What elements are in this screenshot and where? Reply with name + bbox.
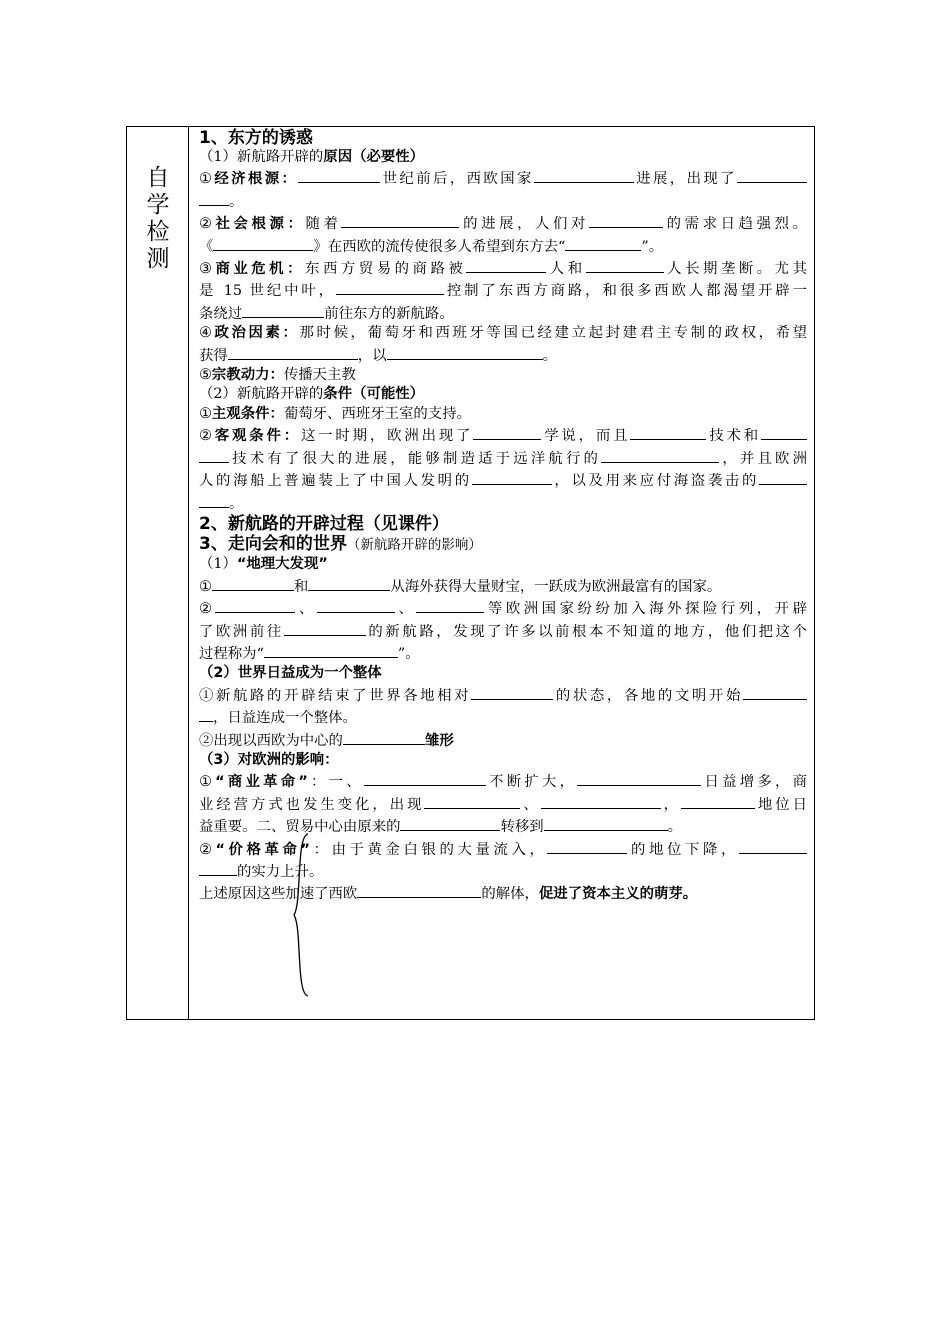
europe-line-3: 益重要。二、贸易中心由原来的 转移到 。	[199, 815, 807, 837]
geo-line-3: 了欧洲前往 的新航路，发现了许多以前根本不知道的地方，他们把这个	[199, 620, 807, 642]
geo-line-4: 过程称为“ ”。	[199, 642, 807, 664]
blank-field[interactable]	[565, 235, 641, 251]
blank-field[interactable]	[215, 597, 295, 613]
blank-field[interactable]	[343, 729, 425, 745]
blank-field[interactable]	[471, 684, 553, 700]
social-line-1: ②社会根源：随着 的进展，人们对 的需求日趋强烈。	[199, 212, 807, 234]
blank-field[interactable]	[341, 212, 459, 228]
geo-line-1: ① 和 从海外获得大量财宝，一跃成为欧洲最富有的国家。	[199, 575, 807, 597]
geo-discovery-heading: （1）“地理大发现”	[199, 556, 328, 573]
blank-field[interactable]	[416, 597, 484, 613]
blank-field[interactable]	[228, 344, 358, 360]
side-column	[127, 127, 189, 1019]
commerce-line-3: 条绕过 前往东方的新航路。	[199, 302, 807, 324]
blank-field[interactable]	[424, 793, 520, 809]
blank-field[interactable]	[242, 302, 324, 318]
blank-field[interactable]	[466, 257, 546, 273]
blank-field[interactable]	[357, 882, 481, 898]
whole-line-3: ②出现以西欧为中心的 雏形	[199, 729, 807, 751]
objective-line-1: ②客观条件：这一时期，欧洲出现了 学说，而且 技术和	[199, 424, 807, 446]
blank-field[interactable]	[630, 424, 706, 440]
section-2-title: 2、新航路的开辟过程（见课件）	[199, 513, 449, 534]
blank-field[interactable]	[547, 838, 627, 854]
blank-field[interactable]	[308, 575, 390, 591]
blank-field[interactable]	[298, 167, 380, 183]
geo-line-2: ② 、 、 等欧洲国家纷纷加入海外探险行列，开辟	[199, 597, 807, 619]
whole-world-heading: （2）世界日益成为一个整体	[199, 665, 382, 682]
worksheet-content	[199, 128, 807, 905]
objective-line-3: 人的海船上普遍装上了中国人发明的 ，以及用来应付海盗袭击的	[199, 469, 807, 491]
whole-line-1: ①新航路的开辟结束了世界各地相对 的状态，各地的文明开始	[199, 684, 807, 706]
blank-field[interactable]	[199, 492, 229, 508]
blank-field[interactable]	[473, 424, 541, 440]
europe-line-1: ①“商业革命”：一、 不断扩大， 日益增多，商	[199, 770, 807, 792]
reason-heading: （1）新航路开辟的原因（必要性）	[199, 149, 425, 165]
section-3-title: 3、走向会和的世界（新航路开辟的影响）	[199, 533, 482, 554]
subjective-line: ①主观条件：葡萄牙、西班牙王室的支持。	[199, 405, 471, 422]
blank-field[interactable]	[743, 684, 807, 700]
section-1-title: 1、东方的诱惑	[199, 128, 313, 148]
blank-field[interactable]	[544, 815, 668, 831]
econ-line-2: 。	[199, 190, 807, 212]
whole-line-2: ，日益连成一个整体。	[199, 706, 807, 728]
blank-field[interactable]	[737, 167, 807, 183]
blank-field[interactable]	[589, 212, 663, 228]
blank-field[interactable]	[541, 793, 661, 809]
curly-brace-icon	[292, 832, 312, 998]
politics-line-2: 获得 ，以 。	[199, 344, 807, 366]
blank-field[interactable]	[199, 447, 229, 463]
blank-field[interactable]	[601, 447, 719, 463]
europe-line-2: 业经营方式也发生变化，出现 、 ， 地位日	[199, 793, 807, 815]
condition-heading: （2）新航路开辟的条件（可能性）	[199, 386, 425, 403]
commerce-line-1: ③商业危机：东西方贸易的商路被 人和 人长期垄断。尤其	[199, 257, 807, 279]
politics-line-1: ④政治因素：那时候，葡萄牙和西班牙等国已经建立起封建君主专制的政权，希望	[199, 325, 807, 342]
blank-field[interactable]	[472, 469, 552, 485]
blank-field[interactable]	[387, 344, 543, 360]
self-check-label: 自 学 检 测	[146, 165, 170, 272]
blank-field[interactable]	[761, 424, 807, 440]
europe-heading: （3）对欧洲的影响：	[199, 751, 339, 768]
objective-line-4: 。	[199, 492, 807, 514]
conclusion-line: 上述原因这些加速了西欧 的解体，促进了资本主义的萌芽。	[199, 882, 807, 904]
blank-field[interactable]	[336, 279, 444, 295]
study-table	[126, 126, 815, 1020]
europe-line-5: 的实力上升。	[199, 860, 807, 882]
econ-line-1: ①经济根源： 世纪前后，西欧国家 进展，出现了	[199, 167, 807, 189]
blank-field[interactable]	[212, 575, 294, 591]
blank-field[interactable]	[284, 620, 366, 636]
blank-field[interactable]	[400, 815, 500, 831]
blank-field[interactable]	[264, 642, 398, 658]
objective-line-2: 技术有了很大的进展，能够制造适于远洋航行的 ，并且欧洲	[199, 447, 807, 469]
blank-field[interactable]	[586, 257, 664, 273]
blank-field[interactable]	[199, 190, 229, 206]
commerce-line-2: 是 15 世纪中叶， 控制了东西方商路，和很多西欧人都渴望开辟一	[199, 279, 807, 301]
blank-field[interactable]	[759, 469, 807, 485]
social-line-2: 《 》在西欧的流传使很多人希望到东方去“ ”。	[199, 235, 807, 257]
blank-field[interactable]	[577, 770, 701, 786]
religion-line: ⑤宗教动力：传播天主教	[199, 367, 356, 384]
blank-field[interactable]	[199, 706, 213, 722]
blank-field[interactable]	[681, 793, 755, 809]
europe-line-4: ②“价格革命”：由于黄金白银的大量流入， 的地位下降，	[199, 838, 807, 860]
blank-field[interactable]	[364, 770, 486, 786]
blank-field[interactable]	[534, 167, 634, 183]
blank-field[interactable]	[199, 860, 237, 876]
blank-field[interactable]	[739, 838, 807, 854]
blank-field[interactable]	[213, 235, 313, 251]
blank-field[interactable]	[317, 597, 395, 613]
